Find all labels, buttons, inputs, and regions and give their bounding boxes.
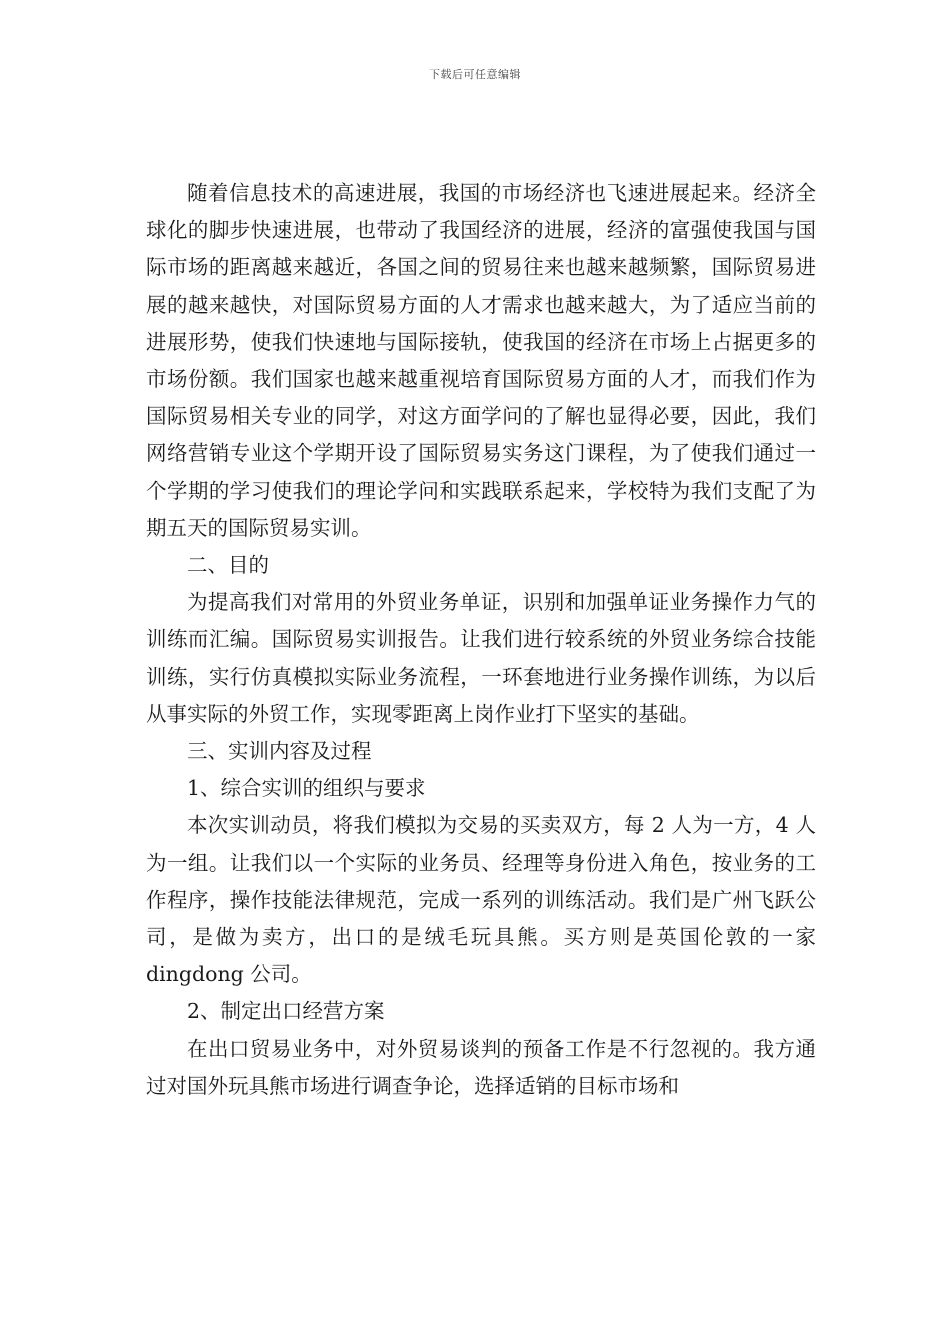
paragraph-purpose: 为提高我们对常用的外贸业务单证，识别和加强单证业务操作力气的训练而汇编。国际贸易实训报告。让我们进行较系统的外贸业务综合技能训练，实行仿真模拟实际业务流程，一环套地进行业务操作训练，为以后从事实际的外贸工作，实现零距离上岗作业打下坚实的基础。 bbox=[146, 590, 816, 726]
page-header: 下载后可任意编辑 bbox=[429, 68, 521, 81]
paragraph-organization: 本次实训动员，将我们模拟为交易的买卖双方，每 2 人为一方，4 人为一组。让我们以一个实际的业务员、经理等身份进入角色，按业务的工作程序，操作技能法律规范，完成一系列的训练活动。我们是广州飞跃公司，是做为卖方，出口的是绒毛玩具熊。买方则是英国伦敦的一家 dingdong 公司。 bbox=[146, 813, 816, 987]
subsection-heading-organization: 1、综合实训的组织与要求 bbox=[187, 776, 426, 801]
paragraph-background: 随着信息技术的高速进展，我国的市场经济也飞速进展起来。经济全球化的脚步快速进展，也带动了我国经济的进展，经济的富强使我国与国际市场的距离越来越近，各国之间的贸易往来也越来越频繁，国际贸易进展的越来越快，对国际贸易方面的人才需求也越来越大，为了适应当前的进展形势，使我们快速地与国际接轨，使我国的经济在市场上占据更多的市场份额。我们国家也越来越重视培育国际贸易方面的人才，而我们作为国际贸易相关专业的同学，对这方面学问的了解也显得必要，因此，我们网络营销专业这个学期开设了国际贸易实务这门课程，为了使我们通过一个学期的学习使我们的理论学问和实践联系起来，学校特为我们支配了为期五天的国际贸易实训。 bbox=[146, 181, 816, 540]
document-body bbox=[146, 175, 816, 1105]
subsection-heading-plan: 2、制定出口经营方案 bbox=[187, 999, 385, 1024]
section-heading-purpose: 二、目的 bbox=[187, 553, 269, 578]
section-heading-content: 三、实训内容及过程 bbox=[187, 739, 372, 764]
paragraph-plan: 在出口贸易业务中，对外贸易谈判的预备工作是不行忽视的。我方通过对国外玩具熊市场进行调查争论，选择适销的目标市场和 bbox=[146, 1036, 816, 1098]
